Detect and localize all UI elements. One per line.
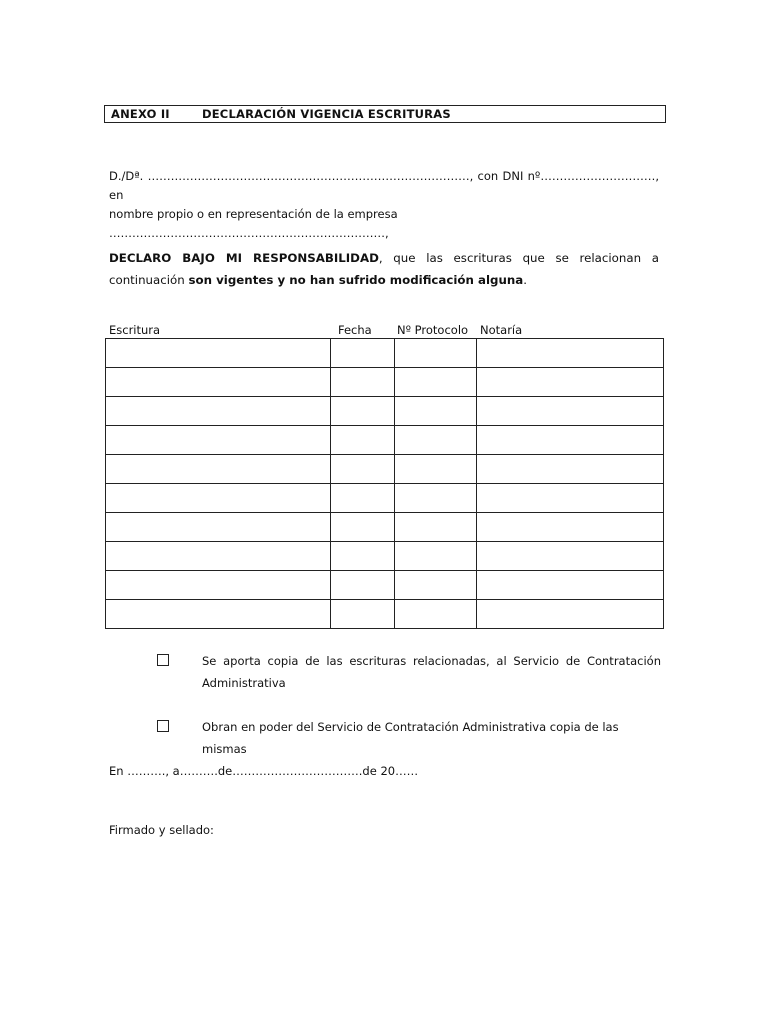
identity-line-2: nombre propio o en representación de la empresa ………………………………………………………………, (109, 207, 398, 240)
identity-paragraph (109, 167, 659, 243)
cell-notaria[interactable] (477, 397, 664, 426)
cell-escritura[interactable] (106, 513, 331, 542)
cell-fecha[interactable] (331, 397, 395, 426)
table-row (106, 571, 664, 600)
con-word: con (477, 169, 499, 183)
option-copy-line-1: Se aporta copia de las escrituras relacionadas, al Servicio de Contratación (202, 654, 661, 668)
cell-protocolo[interactable] (395, 542, 477, 571)
cell-fecha[interactable] (331, 600, 395, 629)
declaration-bold-start: DECLARO BAJO MI RESPONSABILIDAD (109, 251, 379, 265)
dni-dots: nº…………………………, (527, 169, 659, 183)
table-row (106, 455, 664, 484)
cell-notaria[interactable] (477, 542, 664, 571)
deeds-table-body (106, 339, 664, 629)
checkbox-copy-held[interactable] (157, 720, 169, 732)
cell-escritura[interactable] (106, 397, 331, 426)
cell-fecha[interactable] (331, 542, 395, 571)
cell-protocolo[interactable] (395, 339, 477, 368)
cell-protocolo[interactable] (395, 600, 477, 629)
dni-word: DNI (502, 169, 524, 183)
declaration-paragraph (109, 247, 659, 291)
cell-fecha[interactable] (331, 339, 395, 368)
en-word: en (109, 188, 124, 202)
cell-escritura[interactable] (106, 426, 331, 455)
column-header-notaria: Notaría (480, 323, 523, 337)
cell-notaria[interactable] (477, 426, 664, 455)
declaration-line2-end: . (523, 273, 527, 287)
cell-escritura[interactable] (106, 455, 331, 484)
cell-notaria[interactable] (477, 339, 664, 368)
cell-escritura[interactable] (106, 600, 331, 629)
declaration-line2-start: continuación (109, 273, 189, 287)
deeds-table (105, 338, 664, 629)
place-date-line: En ………., a……….de…………………………….de 20…… (109, 764, 419, 778)
cell-fecha[interactable] (331, 513, 395, 542)
cell-protocolo[interactable] (395, 513, 477, 542)
declaration-line-2 (109, 269, 659, 291)
declaration-bold-mid: son vigentes y no han sufrido modificación alguna (188, 273, 524, 287)
cell-notaria[interactable] (477, 368, 664, 397)
cell-protocolo[interactable] (395, 455, 477, 484)
cell-protocolo[interactable] (395, 368, 477, 397)
cell-fecha[interactable] (331, 368, 395, 397)
column-header-escritura: Escritura (109, 323, 161, 337)
cell-notaria[interactable] (477, 600, 664, 629)
name-dots: …………………………………………………………………………, (147, 169, 474, 183)
identity-prefix: D./Dª. (109, 169, 144, 183)
cell-notaria[interactable] (477, 571, 664, 600)
table-row (106, 368, 664, 397)
cell-escritura[interactable] (106, 571, 331, 600)
cell-protocolo[interactable] (395, 571, 477, 600)
table-row (106, 339, 664, 368)
annex-title: DECLARACIÓN VIGENCIA ESCRITURAS (202, 107, 451, 121)
annex-header (104, 105, 666, 123)
table-row (106, 600, 664, 629)
cell-fecha[interactable] (331, 426, 395, 455)
annex-label: ANEXO II (111, 107, 170, 121)
table-row (106, 484, 664, 513)
table-row (106, 542, 664, 571)
cell-protocolo[interactable] (395, 484, 477, 513)
checkbox-copy-provided[interactable] (157, 654, 169, 666)
cell-escritura[interactable] (106, 542, 331, 571)
option-copy-line-2: Administrativa (202, 676, 286, 690)
cell-fecha[interactable] (331, 484, 395, 513)
identity-line-1 (109, 167, 659, 205)
table-row (106, 397, 664, 426)
column-header-fecha: Fecha (338, 323, 372, 337)
cell-protocolo[interactable] (395, 397, 477, 426)
cell-fecha[interactable] (331, 571, 395, 600)
cell-fecha[interactable] (331, 455, 395, 484)
column-header-protocolo: Nº Protocolo (397, 323, 469, 337)
declaration-rest: , que las escrituras que se relacionan a (378, 251, 659, 265)
cell-protocolo[interactable] (395, 426, 477, 455)
cell-notaria[interactable] (477, 484, 664, 513)
option-held-text: Obran en poder del Servicio de Contratación Administrativa copia de las mismas (202, 720, 619, 756)
cell-notaria[interactable] (477, 455, 664, 484)
declaration-line-1 (109, 247, 659, 269)
cell-escritura[interactable] (106, 484, 331, 513)
table-row (106, 513, 664, 542)
cell-notaria[interactable] (477, 513, 664, 542)
signature-label: Firmado y sellado: (109, 823, 214, 837)
cell-escritura[interactable] (106, 339, 331, 368)
cell-escritura[interactable] (106, 368, 331, 397)
table-row (106, 426, 664, 455)
